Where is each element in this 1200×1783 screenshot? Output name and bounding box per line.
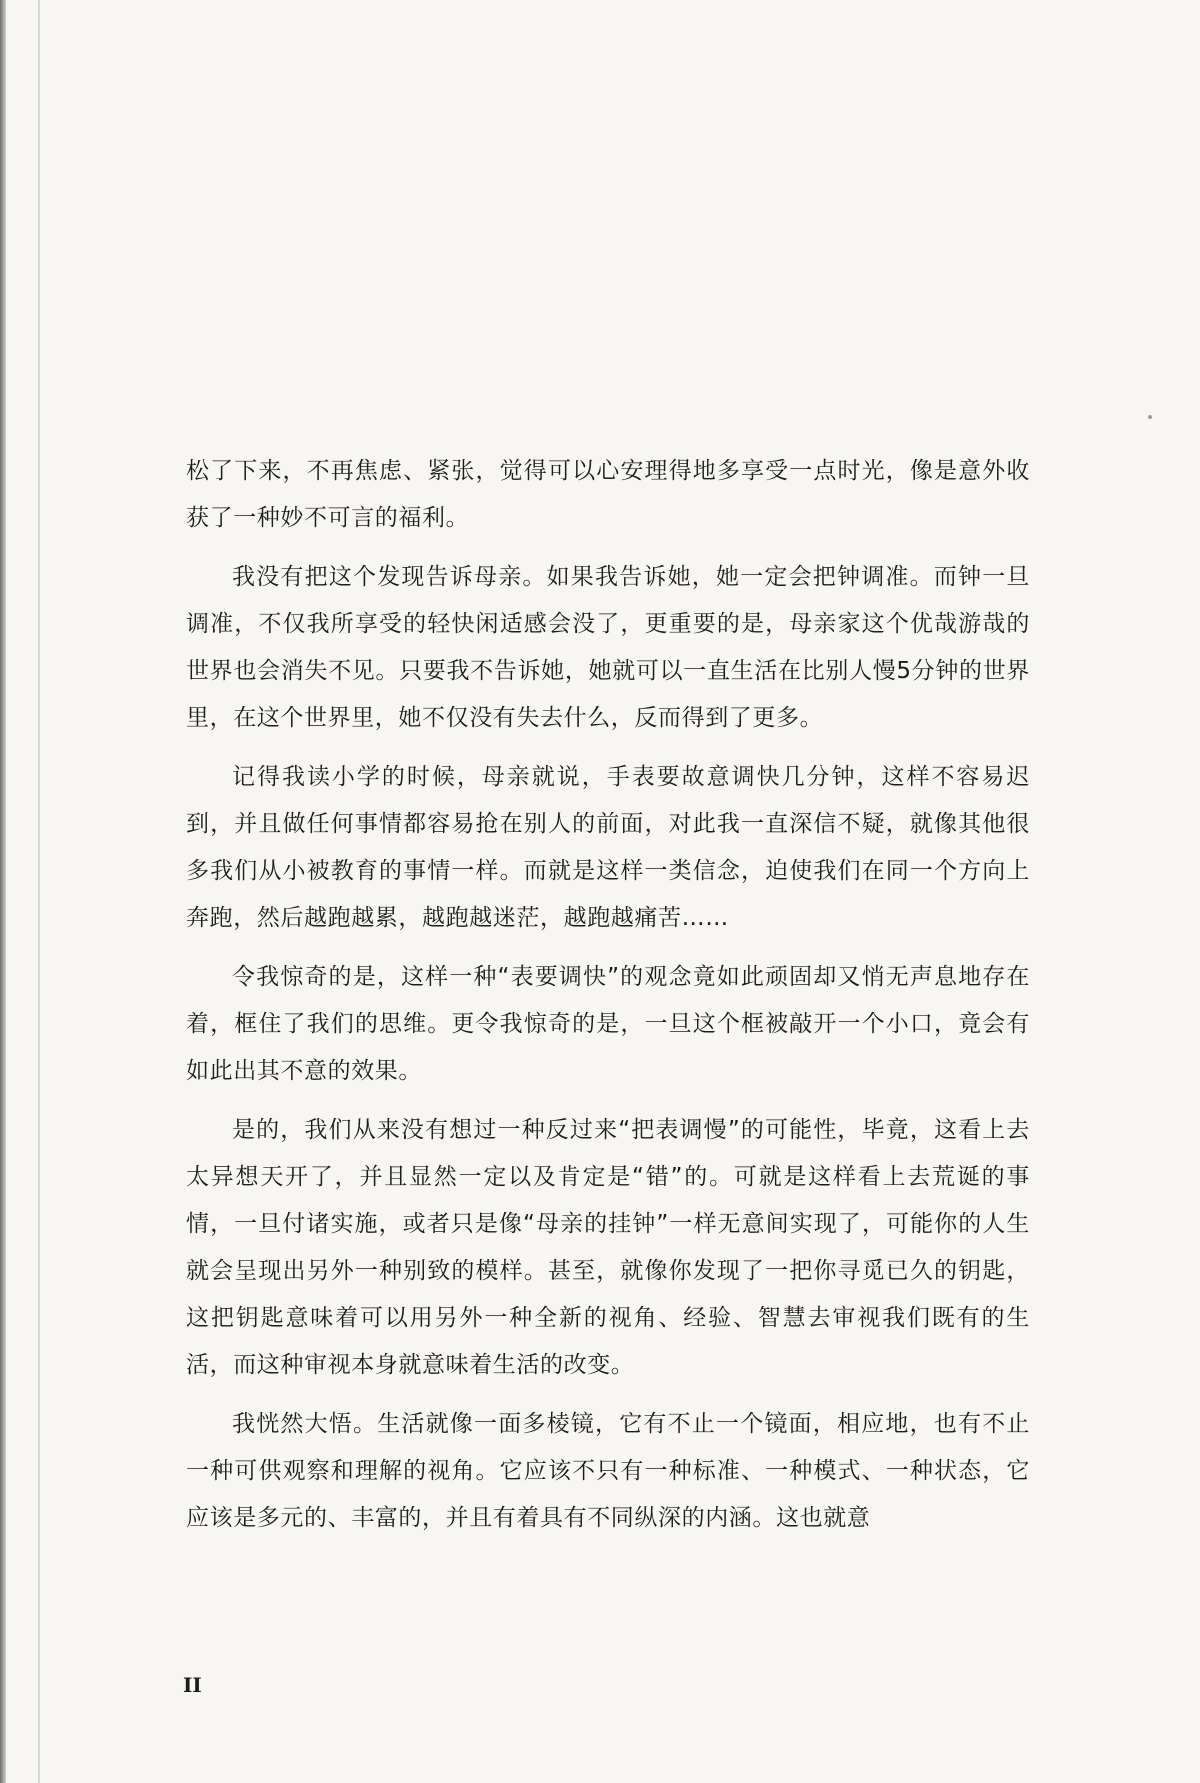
paragraph-2: 我没有把这个发现告诉母亲。如果我告诉她，她一定会把钟调准。而钟一旦调准，不仅我所享受的轻快闲适感会没了，更重要的是，母亲家这个优哉游哉的世界也会消失不见。只要我不告诉她，她就可以一直生活在比别人慢5分钟的世界里，在这个世界里，她不仅没有失去什么，反而得到了更多。	[186, 564, 1030, 731]
page-number: II	[183, 1673, 202, 1697]
paragraph-3: 记得我读小学的时候，母亲就说，手表要故意调快几分钟，这样不容易迟到，并且做任何事情都容易抢在别人的前面，对此我一直深信不疑，就像其他很多我们从小被教育的事情一样。而就是这样一类信念，迫使我们在同一个方向上奔跑，然后越跑越累，越跑越迷茫，越跑越痛苦……	[186, 764, 1030, 931]
scan-speck	[1148, 415, 1152, 419]
paragraph-4: 令我惊奇的是，这样一种“表要调快”的观念竟如此顽固却又悄无声息地存在着，框住了我们的思维。更令我惊奇的是，一旦这个框被敲开一个小口，竟会有如此出其不意的效果。	[186, 964, 1030, 1084]
paragraph-6: 我恍然大悟。生活就像一面多棱镜，它有不止一个镜面，相应地，也有不止一种可供观察和理解的视角。它应该不只有一种标准、一种模式、一种状态，它应该是多元的、丰富的，并且有着具有不同纵深的内涵。这也就意	[186, 1411, 1030, 1531]
page-gutter-shadow	[0, 0, 6, 1783]
paragraph-5: 是的，我们从来没有想过一种反过来“把表调慢”的可能性，毕竟，这看上去太异想天开了，并且显然一定以及肯定是“错”的。可就是这样看上去荒诞的事情，一旦付诸实施，或者只是像“母亲的挂钟”一样无意间实现了，可能你的人生就会呈现出另外一种别致的模样。甚至，就像你发现了一把你寻觅已久的钥匙，这把钥匙意味着可以用另外一种全新的视角、经验、智慧去审视我们既有的生活，而这种审视本身就意味着生活的改变。	[186, 1117, 1030, 1378]
body-text	[186, 448, 1030, 1554]
page-gutter-line	[38, 0, 40, 1783]
paragraph-1: 松了下来，不再焦虑、紧张，觉得可以心安理得地多享受一点时光，像是意外收获了一种妙不可言的福利。	[186, 458, 1030, 531]
